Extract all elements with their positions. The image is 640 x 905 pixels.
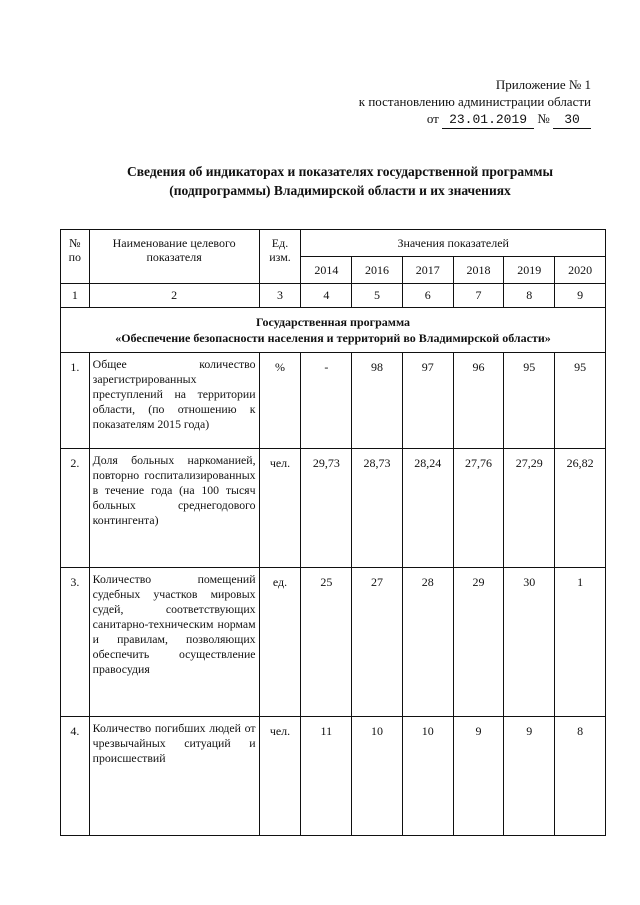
decree-number: 30 — [553, 111, 591, 129]
title-line-2: (подпрограммы) Владимирской области и их значениях — [169, 183, 511, 198]
indicator-value: 97 — [402, 353, 453, 449]
header-values: Значения показателей — [301, 230, 606, 257]
indicator-value: 10 — [402, 717, 453, 836]
header-year: 2017 — [402, 257, 453, 284]
indicator-value: 26,82 — [555, 449, 606, 568]
header-year: 2020 — [555, 257, 606, 284]
title-line-1: Сведения об индикаторах и показателях государственной программы — [126, 164, 554, 179]
indicator-value: 27,76 — [453, 449, 504, 568]
index-cell: 7 — [453, 284, 504, 308]
header-year: 2016 — [352, 257, 403, 284]
indicator-value: 25 — [301, 568, 352, 717]
index-cell: 8 — [504, 284, 555, 308]
indicator-value: 29,73 — [301, 449, 352, 568]
appendix-date-line — [427, 110, 591, 129]
indicator-value: 95 — [504, 353, 555, 449]
indicator-value: 28 — [402, 568, 453, 717]
row-number: 2. — [61, 449, 90, 568]
index-cell: 3 — [259, 284, 301, 308]
table-row — [61, 353, 606, 449]
indicators-table — [60, 229, 606, 836]
row-number: 4. — [61, 717, 90, 836]
index-cell: 6 — [402, 284, 453, 308]
table-row — [61, 717, 606, 836]
header-year: 2014 — [301, 257, 352, 284]
index-cell: 2 — [89, 284, 259, 308]
header-no: № по — [61, 230, 90, 284]
indicator-value: 30 — [504, 568, 555, 717]
indicator-value: 8 — [555, 717, 606, 836]
table-row — [61, 568, 606, 717]
program-title: Государственная программа — [255, 315, 411, 329]
document-title — [60, 162, 620, 200]
row-number: 3. — [61, 568, 90, 717]
program-name: «Обеспечение безопасности населения и территорий во Владимирской области» — [115, 331, 551, 345]
indicator-name: Количество погибших людей от чрезвычайных ситуаций и происшествий — [89, 717, 259, 836]
indicator-value: - — [301, 353, 352, 449]
indicator-value: 1 — [555, 568, 606, 717]
column-index-row — [61, 284, 606, 308]
indicator-value: 9 — [504, 717, 555, 836]
indicator-name: Количество помещений судебных участков мировых судей, соответствующих санитарно-техническим нормам и правилам, позволяющих обеспечить осуществление правосудия — [89, 568, 259, 717]
indicator-value: 96 — [453, 353, 504, 449]
index-cell: 4 — [301, 284, 352, 308]
header-name: Наименование целевого показателя — [89, 230, 259, 284]
indicator-name: Общее количество зарегистрированных преступлений на территории области, (по отношению к показателям 2015 года) — [89, 353, 259, 449]
indicator-name: Доля больных наркоманией, повторно госпитализированных в течение года (на 100 тысяч больных среднегодового контингента) — [89, 449, 259, 568]
decree-date: 23.01.2019 — [442, 111, 534, 129]
program-heading — [61, 308, 606, 353]
program-row — [61, 308, 606, 353]
header-unit: Ед. изм. — [259, 230, 301, 284]
indicator-unit: чел. — [259, 449, 301, 568]
index-cell: 1 — [61, 284, 90, 308]
appendix-reference: к постановлению администрации области — [358, 94, 591, 109]
index-cell: 5 — [352, 284, 403, 308]
indicator-value: 28,73 — [352, 449, 403, 568]
appendix-title: Приложение № 1 — [495, 77, 591, 92]
number-label: № — [537, 111, 550, 126]
indicator-unit: % — [259, 353, 301, 449]
indicator-value: 9 — [453, 717, 504, 836]
header-year: 2018 — [453, 257, 504, 284]
indicator-unit: чел. — [259, 717, 301, 836]
indicator-value: 98 — [352, 353, 403, 449]
table-row — [61, 449, 606, 568]
from-label: от — [426, 111, 439, 126]
indicator-value: 95 — [555, 353, 606, 449]
header-year: 2019 — [504, 257, 555, 284]
indicator-value: 27 — [352, 568, 403, 717]
indicator-unit: ед. — [259, 568, 301, 717]
indicator-value: 29 — [453, 568, 504, 717]
index-cell: 9 — [555, 284, 606, 308]
indicator-value: 27,29 — [504, 449, 555, 568]
indicator-value: 10 — [352, 717, 403, 836]
indicator-value: 28,24 — [402, 449, 453, 568]
row-number: 1. — [61, 353, 90, 449]
indicator-value: 11 — [301, 717, 352, 836]
